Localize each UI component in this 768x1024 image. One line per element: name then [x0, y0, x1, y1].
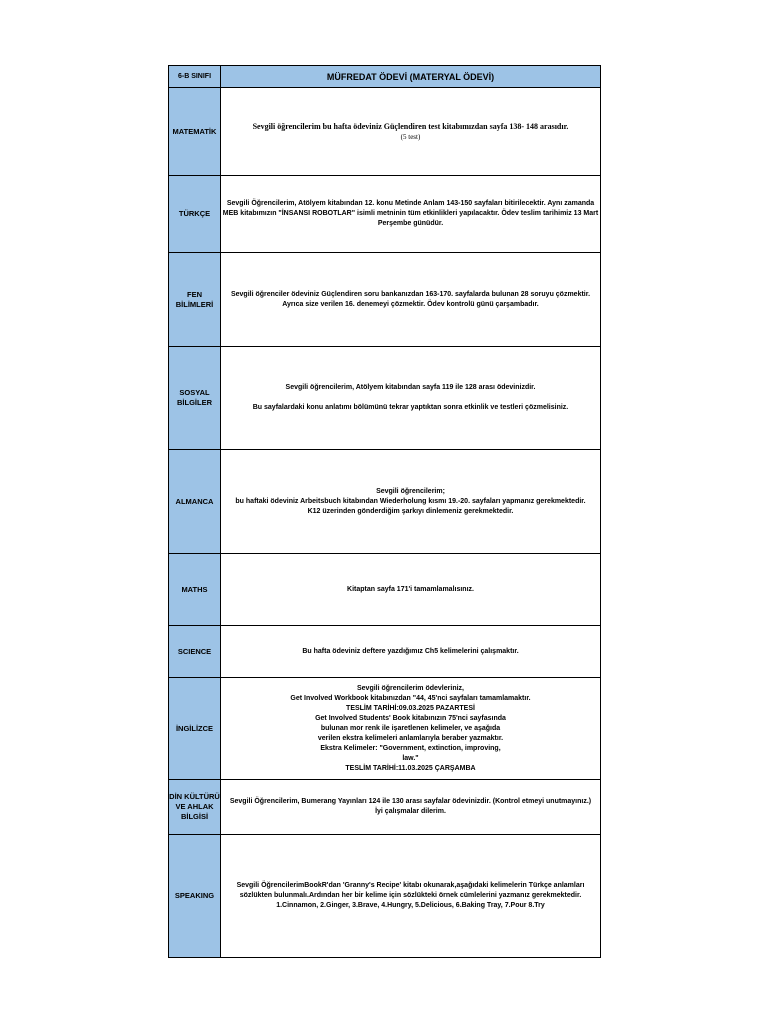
content-line: Kitaptan sayfa 171'i tamamlamalısınız. — [347, 585, 474, 593]
content-line: Get Involved Workbook kitabınızdan "44, 45'nci sayfaları tamamlamaktır. — [290, 694, 531, 702]
content-line: (5 test) — [400, 132, 421, 141]
homework-matematik — [221, 88, 601, 176]
content-line: Bu hafta ödeviniz deftere yazdığımız Ch5 kelimelerini çalışmaktır. — [302, 647, 519, 655]
table-row — [169, 678, 601, 780]
table-row — [169, 554, 601, 626]
subject-sosyal-bilgiler: SOSYAL BİLGİLER — [169, 347, 221, 450]
table-row — [169, 835, 601, 958]
subject-matematik: MATEMATİK — [169, 88, 221, 176]
homework-science — [221, 626, 601, 678]
homework-maths — [221, 554, 601, 626]
class-label: 6-B SINIFI — [169, 66, 221, 88]
homework-turkce — [221, 176, 601, 253]
homework-table — [168, 65, 601, 958]
subject-ingilizce: İNGİLİZCE — [169, 678, 221, 780]
subject-din-kulturu: DİN KÜLTÜRÜ VE AHLAK BİLGİSİ — [169, 780, 221, 835]
content-line: verilen ekstra kelimeleri anlamlarıyla beraber yazmaktır. — [317, 734, 504, 742]
table-row — [169, 347, 601, 450]
header-row — [169, 66, 601, 88]
homework-fen-bilimleri — [221, 253, 601, 347]
table-row — [169, 626, 601, 678]
homework-speaking — [221, 835, 601, 958]
subject-maths: MATHS — [169, 554, 221, 626]
table-title: MÜFREDAT ÖDEVİ (MATERYAL ÖDEVİ) — [221, 66, 601, 88]
homework-almanca — [221, 450, 601, 554]
content-line: TESLİM TARİHİ:11.03.2025 ÇARŞAMBA — [345, 764, 476, 772]
table-row — [169, 450, 601, 554]
content-line: Sevgili öğrencilerim bu hafta ödeviniz Güçlendiren test kitabımızdan sayfa 138- 148 arasıdır. — [252, 121, 569, 131]
content-line: Sevgili Öğrencilerim, Atölyem kitabından 12. konu Metinde Anlam 143-150 sayfaları bitirilecektir. Aynı zamanda MEB kitabımızın "İNSANSI ROBOTLAR" isimli metninin tüm etkinlikleri yapılacaktır. Ödev teslim tarihimiz 13 Mart Perşembe günüdür. — [222, 200, 599, 227]
homework-din-kulturu — [221, 780, 601, 835]
table-row — [169, 176, 601, 253]
content-spacer — [221, 393, 600, 403]
content-line: Get Involved Students' Book kitabınızın 75'nci sayfasında — [315, 714, 506, 722]
table-row — [169, 253, 601, 347]
content-line: bu haftaki ödeviniz Arbeitsbuch kitabından Wiederholung kısmı 19.-20. sayfaları yapmanız gerekmektedir. — [235, 497, 586, 505]
subject-turkce: TÜRKÇE — [169, 176, 221, 253]
homework-ingilizce — [221, 678, 601, 780]
table-row — [169, 780, 601, 835]
content-line: bulunan mor renk ile işaretlenen kelimeler, ve aşağıda — [320, 724, 501, 732]
subject-almanca: ALMANCA — [169, 450, 221, 554]
content-line: Sevgili öğrencilerim ödevleriniz, — [357, 684, 464, 692]
content-line: Sevgili öğrencilerim, Atölyem kitabından sayfa 119 ile 128 arası ödevinizdir. — [285, 384, 536, 391]
subject-speaking: SPEAKING — [169, 835, 221, 958]
content-line: Bu sayfalardaki konu anlatımı bölümünü tekrar yaptıktan sonra etkinlik ve testleri çözmelisiniz. — [252, 404, 569, 411]
content-line: Ekstra Kelimeler: "Government, extinction, improving, — [320, 744, 501, 752]
content-line: Sevgili öğrenciler ödeviniz Güçlendiren soru bankanızdan 163-170. sayfalarda bulunan 28 soruyu çözmektir. Ayrıca size verilen 16. denemeyi çözmektir. Ödev kontrolü günü çarşambadır. — [230, 290, 591, 308]
content-line: İyi çalışmalar dilerim. — [375, 808, 446, 815]
content-line: TESLİM TARİHİ:09.03.2025 PAZARTESİ — [346, 704, 475, 712]
content-line: law." — [402, 754, 419, 762]
content-line: 1.Cinnamon, 2.Ginger, 3.Brave, 4.Hungry, 5.Delicious, 6.Baking Tray, 7.Pour 8.Try — [276, 902, 545, 909]
table-row — [169, 88, 601, 176]
subject-fen-bilimleri: FEN BİLİMLERİ — [169, 253, 221, 347]
content-line: Sevgili Öğrencilerim, Bumerang Yayınları 124 ile 130 arası sayfalar ödevinizdir. (Kontrol etmeyi unutmayınız.) — [229, 798, 592, 805]
content-line: Sevgili ÖğrencilerimBookR'dan 'Granny's Recipe' kitabı okunarak,aşağıdaki kelimelerin Türkçe anlamları sözlükten bulunmalı.Ardından her bir kelime için sözlükteki örnek cümlelerini yazmanız gerekmektedir. — [236, 882, 585, 899]
subject-science: SCIENCE — [169, 626, 221, 678]
content-line: Sevgili öğrencilerim; — [376, 487, 445, 495]
homework-sosyal-bilgiler — [221, 347, 601, 450]
content-line: K12 üzerinden gönderdiğim şarkıyı dinlemeniz gerekmektedir. — [307, 507, 514, 515]
